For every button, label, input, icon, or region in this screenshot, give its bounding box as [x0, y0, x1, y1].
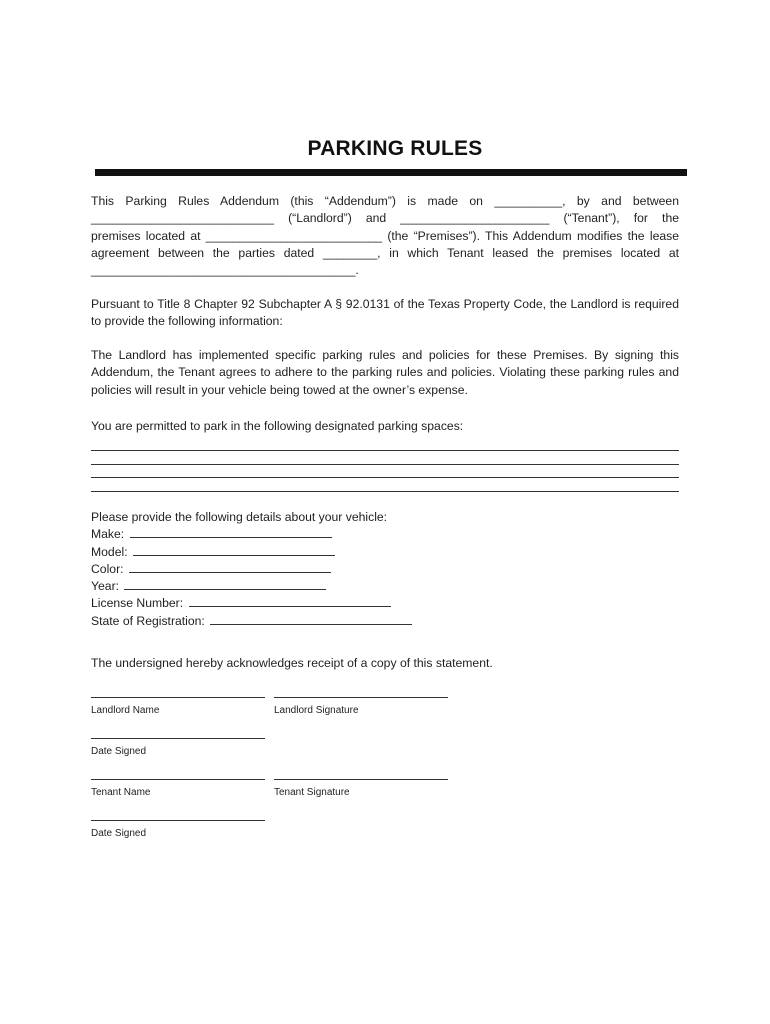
- landlord-signature-label: Landlord Signature: [274, 705, 359, 716]
- license-label: License Number:: [91, 596, 184, 611]
- title-divider: [95, 169, 687, 176]
- landlord-date-label: Date Signed: [91, 746, 147, 757]
- state-label: State of Registration:: [91, 613, 205, 628]
- tenant-date-line[interactable]: [91, 820, 265, 821]
- addendum-intro-paragraph: [91, 193, 679, 279]
- paragraph-line: Addendum, the Tenant agrees to adhere to the parking rules and policies. Violating these parking rules and: [91, 365, 679, 380]
- license-field[interactable]: [189, 595, 391, 607]
- statute-paragraph: [91, 296, 679, 331]
- state-row: [91, 613, 412, 630]
- parking-space-blank-line[interactable]: [91, 451, 679, 465]
- landlord-name-line[interactable]: [91, 697, 265, 698]
- make-label: Make:: [91, 527, 125, 542]
- parking-space-blank-line[interactable]: [91, 478, 679, 492]
- paragraph-line: ___________________________ (“Landlord”) and ______________________ (“Tenant”), for the: [91, 211, 679, 226]
- landlord-name-block: [91, 697, 265, 716]
- model-row: [91, 544, 412, 561]
- state-field[interactable]: [210, 613, 412, 625]
- year-row: [91, 578, 412, 595]
- tenant-signature-line[interactable]: [274, 779, 448, 780]
- landlord-date-line[interactable]: [91, 738, 265, 739]
- parking-spaces-prompt: You are permitted to park in the following designated parking spaces:: [91, 419, 464, 433]
- tenant-date-block: [91, 820, 265, 839]
- paragraph-line: to provide the following information:: [91, 314, 283, 329]
- paragraph-line: policies will result in your vehicle being towed at the owner’s expense.: [91, 382, 468, 397]
- paragraph-line: _______________________________________.: [91, 263, 359, 278]
- parking-spaces-fill-lines: [91, 437, 679, 492]
- acknowledgement-statement: The undersigned hereby acknowledges receipt of a copy of this statement.: [91, 656, 493, 670]
- paragraph-line: The Landlord has implemented specific parking rules and policies for these Premises. By signing this: [91, 348, 679, 362]
- tenant-name-block: [91, 779, 265, 798]
- year-label: Year:: [91, 579, 120, 594]
- color-field[interactable]: [129, 561, 331, 573]
- vehicle-details-section: [91, 509, 412, 630]
- year-field[interactable]: [124, 578, 326, 590]
- landlord-signature-line[interactable]: [274, 697, 448, 698]
- color-label: Color:: [91, 561, 124, 576]
- make-row: [91, 526, 412, 543]
- tenant-name-line[interactable]: [91, 779, 265, 780]
- landlord-date-block: [91, 738, 265, 757]
- tenant-date-label: Date Signed: [91, 828, 147, 839]
- paragraph-line: premises located at __________________________ (the “Premises”). This Addendum modifies the lease: [91, 228, 679, 243]
- vehicle-details-intro: Please provide the following details about your vehicle:: [91, 510, 388, 524]
- page-title: PARKING RULES: [307, 137, 483, 160]
- model-label: Model:: [91, 544, 128, 559]
- tenant-signature-label: Tenant Signature: [274, 787, 350, 798]
- model-field[interactable]: [133, 544, 335, 556]
- landlord-signature-block: [274, 697, 448, 716]
- tenant-name-label: Tenant Name: [91, 787, 151, 798]
- parking-policy-paragraph: [91, 347, 679, 399]
- parking-space-blank-line[interactable]: [91, 437, 679, 451]
- paragraph-line: Pursuant to Title 8 Chapter 92 Subchapter A § 92.0131 of the Texas Property Code, the Landlord is required: [91, 297, 679, 311]
- license-row: [91, 595, 412, 612]
- parking-space-blank-line[interactable]: [91, 465, 679, 479]
- landlord-name-label: Landlord Name: [91, 705, 160, 716]
- paragraph-line: agreement between the parties dated ________, in which Tenant leased the premises located at: [91, 245, 679, 260]
- color-row: [91, 561, 412, 578]
- make-field[interactable]: [130, 526, 332, 538]
- paragraph-line: This Parking Rules Addendum (this “Addendum”) is made on __________, by and between: [91, 194, 679, 208]
- tenant-signature-block: [274, 779, 448, 798]
